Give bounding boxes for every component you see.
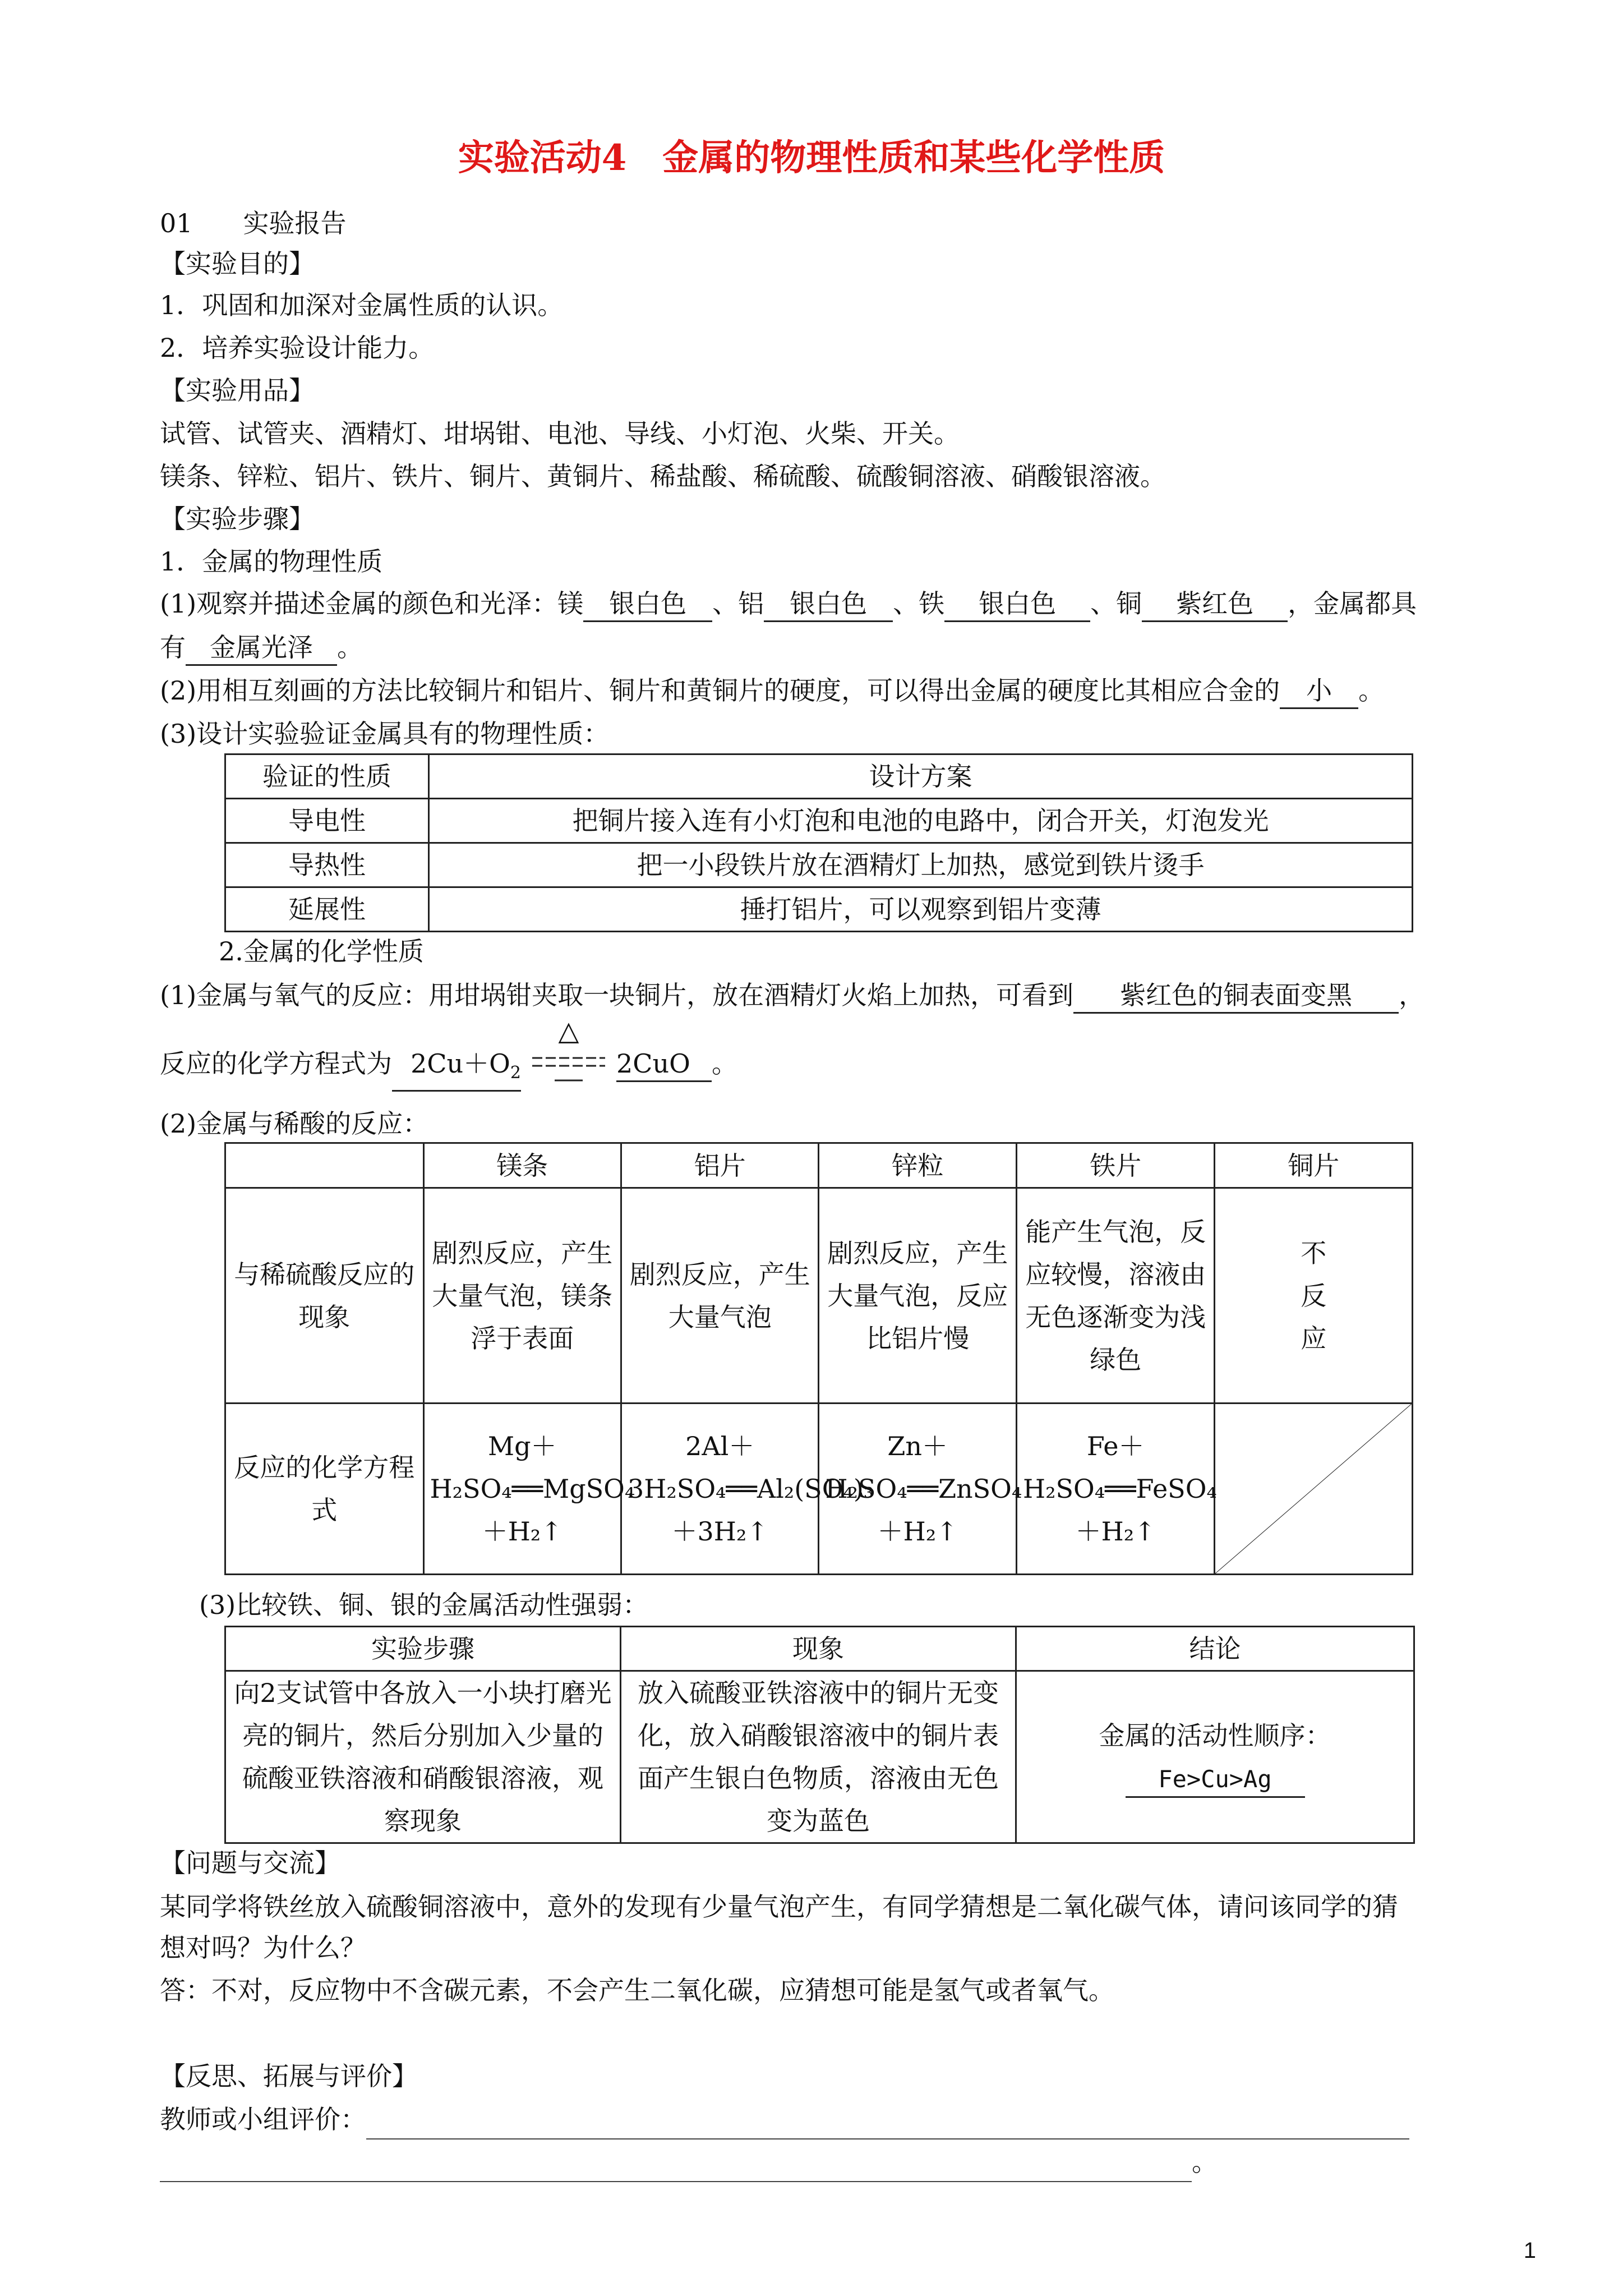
answer-copper-observation: 紫红色的铜表面变黑 <box>1073 978 1399 1014</box>
acid-reaction-table <box>224 1142 1413 1575</box>
table-cell: 导热性 <box>225 843 429 887</box>
conclusion-label: 金属的活动性顺序： <box>1099 1720 1331 1751</box>
purpose-heading: 【实验目的】 <box>160 249 315 279</box>
table-header-row <box>225 1143 1413 1188</box>
evaluation-line-1 <box>160 2099 1409 2139</box>
table-header: 实验步骤 <box>225 1627 621 1671</box>
physical-properties-table <box>224 753 1413 932</box>
steps-heading: 【实验步骤】 <box>160 504 315 534</box>
chemical-q1-line <box>160 975 1424 1015</box>
q1-line2-end: 。 <box>337 632 363 662</box>
table-header: 设计方案 <box>429 754 1413 799</box>
table-header: 验证的性质 <box>225 754 429 799</box>
materials-line-1: 试管、试管夹、酒精灯、坩埚钳、电池、导线、小灯泡、火柴、开关。 <box>160 418 960 449</box>
table-header <box>225 1143 424 1188</box>
q1-tail: ，金属都具 <box>1288 588 1417 619</box>
table-cell: 剧烈反应，产生大量气泡，镁条浮于表面 <box>423 1188 621 1404</box>
q1-cu-label: 、铜 <box>1090 588 1142 619</box>
table-cell: 剧烈反应，产生大量气泡 <box>621 1188 818 1404</box>
q1-prefix: (1)观察并描述金属的颜色和光泽：镁 <box>160 588 584 619</box>
chemical-title: 2.金属的化学性质 <box>219 936 424 967</box>
reflection-heading: 【反思、拓展与评价】 <box>160 2061 418 2091</box>
answer-al-color: 银白色 <box>764 587 893 622</box>
table-cell <box>1016 1671 1414 1843</box>
materials-line-2: 镁条、锌粒、铝片、铁片、铜片、黄铜片、稀盐酸、稀硫酸、硫酸铜溶液、硝酸银溶液。 <box>160 461 1166 491</box>
activity-comparison-table <box>224 1626 1415 1844</box>
c1-end: ， <box>1399 980 1425 1010</box>
page-title: 实验活动4 金属的物理性质和某些化学性质 <box>458 137 1165 179</box>
answer-activity-order: Fe>Cu>Ag <box>1126 1763 1305 1798</box>
qa-question-line-2: 想对吗？为什么？ <box>160 1932 366 1963</box>
table-cell: 能产生气泡，反应较慢，溶液由无色逐渐变为浅绿色 <box>1016 1188 1215 1404</box>
physical-title: 1．金属的物理性质 <box>160 546 383 577</box>
eq-left-sub: 2 <box>510 1063 521 1083</box>
q1-line2-prefix: 有 <box>160 632 186 662</box>
evaluation-line-2 <box>160 2142 1218 2182</box>
reaction-arrow <box>521 1015 616 1084</box>
table-cell: 反应的化学方程式 <box>225 1404 424 1575</box>
q2-text: (2)用相互刻画的方法比较铜片和铝片、铜片和黄铜片的硬度，可以得出金属的硬度比其相应合金的 <box>160 675 1280 706</box>
purpose-item-2: 2．培养实验设计能力。 <box>160 333 435 363</box>
table-cell: 剧烈反应，产生大量气泡，反应比铝片慢 <box>819 1188 1016 1404</box>
table-header: 铜片 <box>1215 1143 1413 1188</box>
table-row <box>225 887 1413 932</box>
table-row <box>225 1671 1414 1843</box>
question-1-line-2 <box>160 627 363 668</box>
question-2-line <box>160 670 1384 711</box>
table-cell: 不反应 <box>1215 1188 1413 1404</box>
table-header: 铝片 <box>621 1143 818 1188</box>
table-header: 铁片 <box>1016 1143 1215 1188</box>
evaluation-end: 。 <box>1192 2147 1218 2177</box>
answer-hardness: 小 <box>1280 674 1358 709</box>
table-header-row <box>225 754 1413 799</box>
chemical-q2-line: (2)金属与稀酸的反应： <box>160 1108 429 1139</box>
q1-fe-label: 、铁 <box>893 588 945 619</box>
table-header: 结论 <box>1016 1627 1414 1671</box>
answer-fe-color: 银白色 <box>944 587 1090 622</box>
eq-left-text: 2Cu＋O <box>411 1048 510 1079</box>
qa-heading: 【问题与交流】 <box>160 1848 340 1878</box>
page-number: 1 <box>1523 2238 1536 2263</box>
qa-answer: 答：不对，反应物中不含碳元素，不会产生二氧化碳，应猜想可能是氢气或者氧气。 <box>160 1975 1114 2005</box>
table-cell: 延展性 <box>225 887 429 932</box>
table-cell: Mg＋H₂SO₄══MgSO₄＋H₂↑ <box>423 1404 621 1575</box>
table-cell: 放入硫酸亚铁溶液中的铜片无变化，放入硝酸银溶液中的铜片表面产生银白色物质，溶液由无色变为蓝色 <box>621 1671 1016 1843</box>
eq-prefix: 反应的化学方程式为 <box>160 1048 392 1079</box>
question-3-line: (3)设计实验验证金属具有的物理性质： <box>160 719 610 749</box>
table-cell: 把一小段铁片放在酒精灯上加热，感觉到铁片烫手 <box>429 843 1413 887</box>
answer-mg-color: 银白色 <box>583 587 712 622</box>
equation-line <box>160 1015 737 1084</box>
heat-condition-icon: △ <box>558 1015 579 1047</box>
chemical-q3-line: (3)比较铁、铜、银的金属活动性强弱： <box>199 1590 649 1620</box>
table-row <box>225 1188 1413 1404</box>
question-1-line <box>160 583 1417 624</box>
table-header: 锌粒 <box>819 1143 1016 1188</box>
table-row <box>225 1404 1413 1575</box>
c1-text: (1)金属与氧气的反应：用坩埚钳夹取一块铜片，放在酒精灯火焰上加热，可看到 <box>160 980 1074 1010</box>
section-header <box>160 203 347 243</box>
qa-question-line-1: 某同学将铁丝放入硫酸铜溶液中，意外的发现有少量气泡产生，有同学猜想是二氧化碳气体，请问该同学的猜 <box>160 1892 1398 1922</box>
section-label: 实验报告 <box>243 208 347 238</box>
equation-right: 2CuO <box>616 1047 712 1082</box>
section-number: 01 <box>160 208 193 238</box>
table-header-row <box>225 1627 1414 1671</box>
table-cell-empty-diagonal <box>1215 1404 1413 1575</box>
materials-heading: 【实验用品】 <box>160 375 315 406</box>
equation-left <box>392 1047 521 1092</box>
table-cell: 与稀硫酸反应的现象 <box>225 1188 424 1404</box>
table-row <box>225 843 1413 887</box>
table-cell: 把铜片接入连有小灯泡和电池的电路中，闭合开关，灯泡发光 <box>429 799 1413 843</box>
table-cell: 导电性 <box>225 799 429 843</box>
table-header: 镁条 <box>423 1143 621 1188</box>
q2-end: 。 <box>1358 675 1385 706</box>
evaluation-blank-2[interactable] <box>160 2154 1192 2182</box>
table-cell: 捶打铝片，可以观察到铝片变薄 <box>429 887 1413 932</box>
table-cell: Fe＋H₂SO₄══FeSO₄＋H₂↑ <box>1016 1404 1215 1575</box>
table-cell: 向2支试管中各放入一小块打磨光亮的铜片，然后分别加入少量的硫酸亚铁溶液和硝酸银溶液，观察现象 <box>225 1671 621 1843</box>
table-row <box>225 799 1413 843</box>
answer-cu-color: 紫红色 <box>1142 587 1288 622</box>
q1-al-label: 、铝 <box>712 588 764 619</box>
eq-end: 。 <box>712 1048 737 1079</box>
answer-luster: 金属光泽 <box>186 631 337 666</box>
table-cell: 2Al＋3H₂SO₄══Al₂(SO₄)₃＋3H₂↑ <box>621 1404 818 1575</box>
evaluation-blank-1[interactable] <box>366 2111 1409 2139</box>
purpose-item-1: 1．巩固和加深对金属性质的认识。 <box>160 290 564 320</box>
table-header: 现象 <box>621 1627 1016 1671</box>
table-cell: Zn＋H₂SO₄══ZnSO₄＋H₂↑ <box>819 1404 1016 1575</box>
evaluation-label: 教师或小组评价： <box>160 2104 366 2134</box>
